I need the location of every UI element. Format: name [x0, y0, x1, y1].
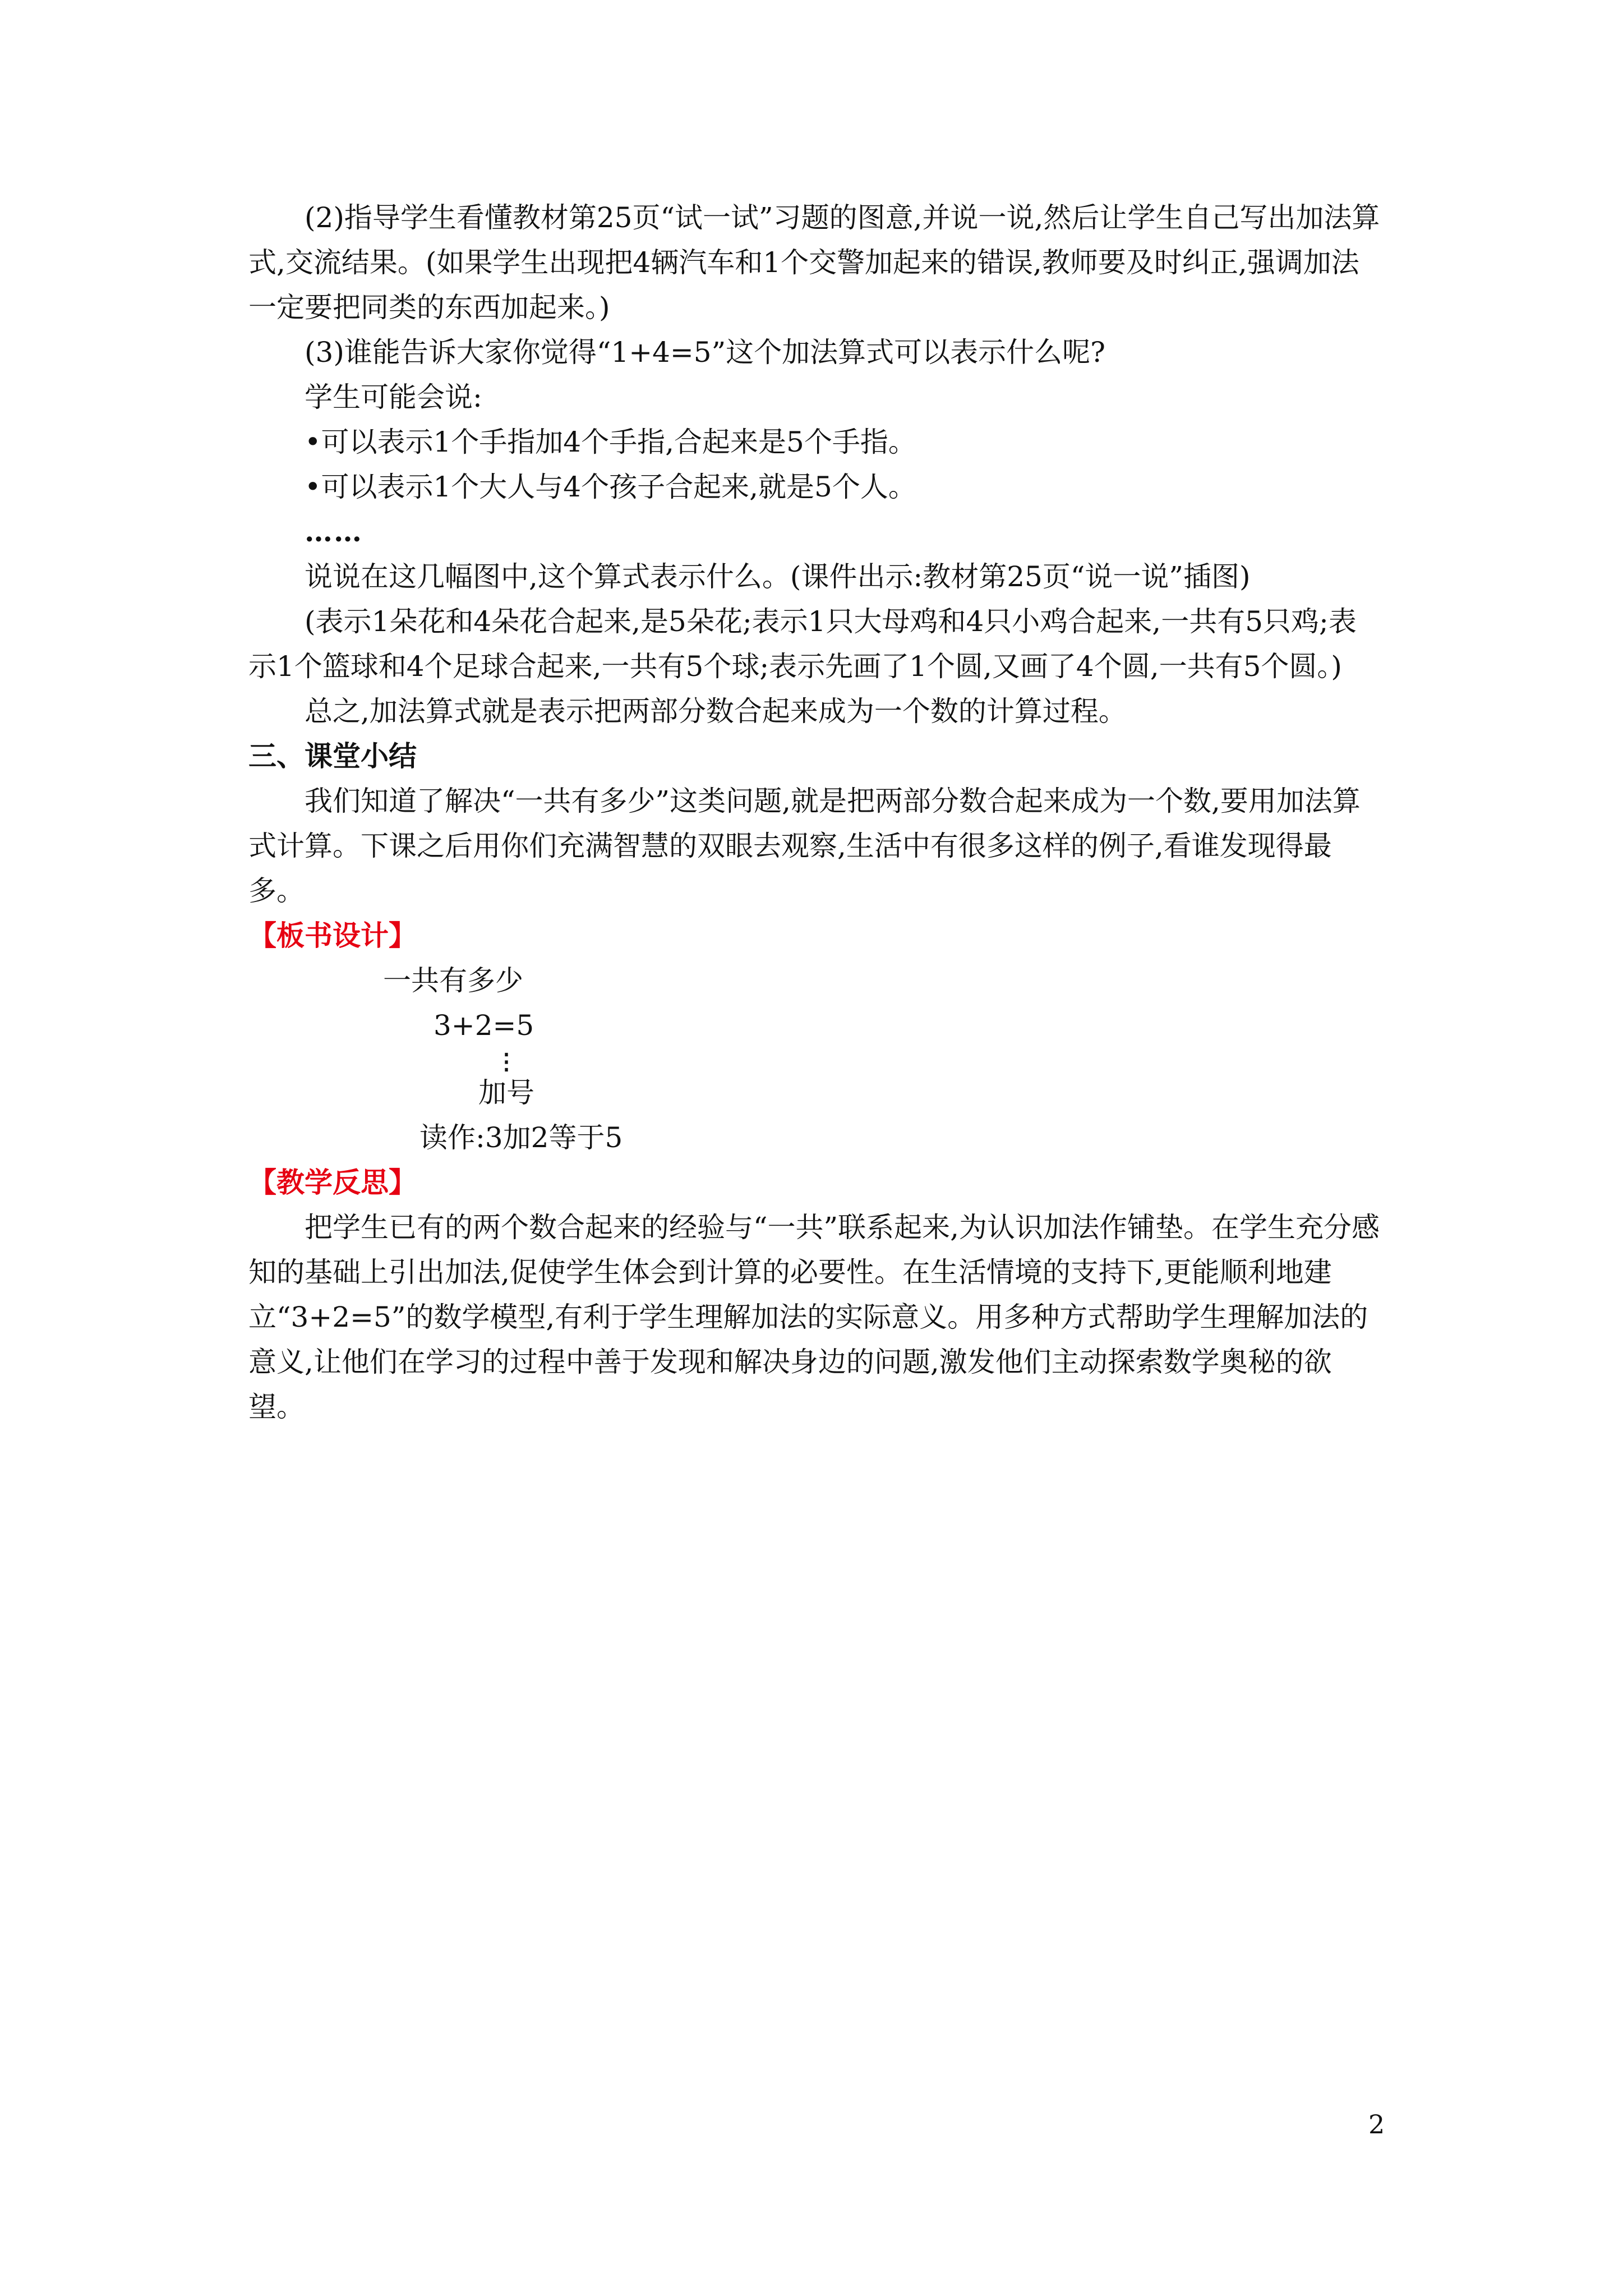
board-design [248, 958, 1381, 1160]
vertical-ellipsis-icon: ⋮ [495, 1048, 518, 1075]
teaching-reflection-title: 【教学反思】 [248, 1166, 417, 1199]
paragraph-class-summary: 我们知道了解决“一共有多少”这类问题,就是把两部分数合起来成为一个数,要用加法算式计算。下课之后用你们充满智慧的双眼去观察,生活中有很多这样的例子,看谁发现得最多。 [248, 785, 1361, 907]
paragraph-reflection: 把学生已有的两个数合起来的经验与“一共”联系起来,为认识加法作铺垫。在学生充分感知的基础上引出加法,促使学生体会到计算的必要性。在生活情境的支持下,更能顺利地建立“3+2=5”的数学模型,有利于学生理解加法的实际意义。用多种方式帮助学生理解加法的意义,让他们在学习的过程中善于发现和解决身边的问题,激发他们主动探索数学奥秘的欲望。 [248, 1211, 1380, 1423]
paragraph-say-pictures: 说说在这几幅图中,这个算式表示什么。(课件出示:教材第25页“说一说”插图) [305, 560, 1251, 593]
paragraph-summary: 总之,加法算式就是表示把两部分数合起来成为一个数的计算过程。 [305, 695, 1127, 728]
bullet-fingers: •可以表示1个手指加4个手指,合起来是5个手指。 [305, 426, 916, 458]
paragraph-students-may-say: 学生可能会说: [305, 381, 482, 413]
paragraph-try-exercise: (2)指导学生看懂教材第25页“试一试”习题的图意,并说一说,然后让学生自己写出加法算式,交流结果。(如果学生出现把4辆汽车和1个交警加起来的错误,教师要及时纠正,强调加法一定要把同类的东西加起来。) [248, 201, 1380, 324]
board-line-plus-sign: 加号 [478, 1076, 534, 1109]
board-design-title: 【板书设计】 [248, 919, 417, 952]
page-number: 2 [1368, 2109, 1385, 2139]
board-line-total: 一共有多少 [383, 964, 523, 997]
page-content [248, 195, 1381, 1429]
paragraph-question: (3)谁能告诉大家你觉得“1+4=5”这个加法算式可以表示什么呢? [305, 336, 1105, 369]
paragraph-picture-explanations: (表示1朵花和4朵花合起来,是5朵花;表示1只大母鸡和4只小鸡合起来,一共有5只鸡;表示1个篮球和4个足球合起来,一共有5个球;表示先画了1个圆,又画了4个圆,一共有5个圆。) [248, 605, 1357, 683]
ellipsis: …… [305, 515, 363, 548]
board-line-equation: 3+2=5 [434, 1009, 534, 1042]
bullet-people: •可以表示1个大人与4个孩子合起来,就是5个人。 [305, 471, 916, 503]
board-vertical-dots [248, 1048, 1381, 1075]
section-heading-class-summary: 三、课堂小结 [248, 740, 417, 772]
board-line-reading: 读作:3加2等于5 [419, 1121, 623, 1154]
